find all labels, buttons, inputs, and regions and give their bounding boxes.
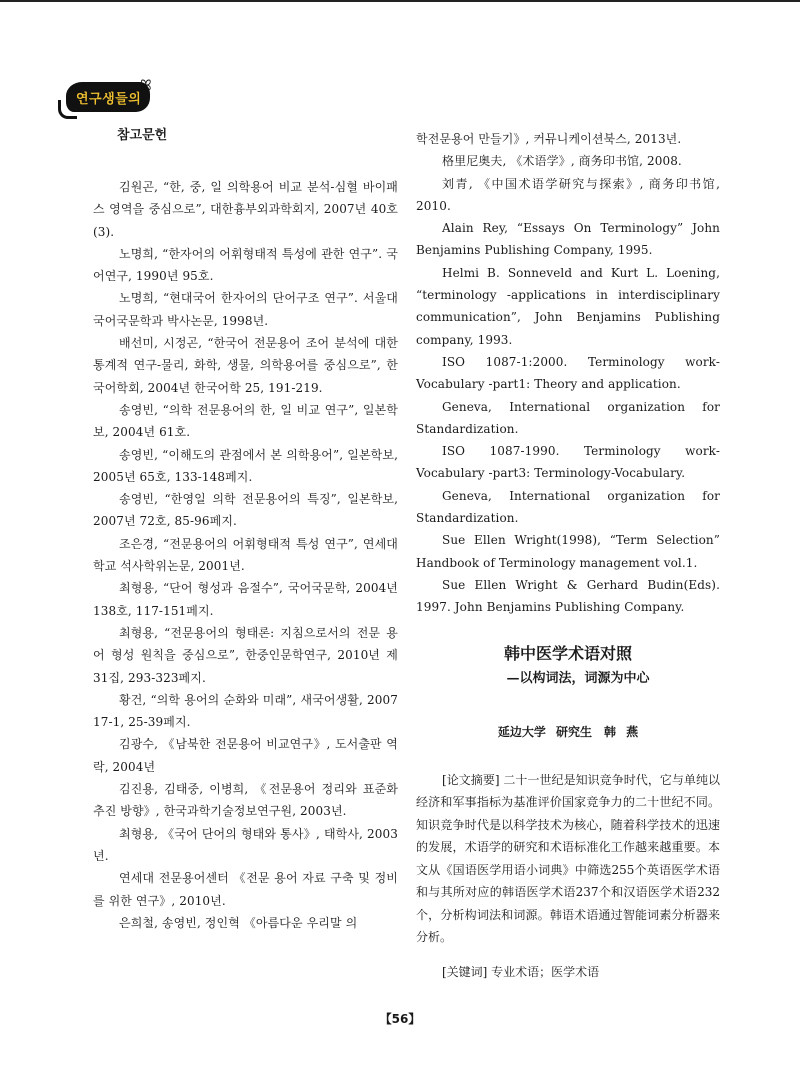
reference-item: 황건, “의학 용어의 순화와 미래”, 새국어생활, 2007 17-1, 25-39페지. [93,692,398,730]
reference-item: ISO 1087-1:2000. Terminology work-Vocabulary -part1: Theory and application. [416,354,720,392]
reference-item: 최형용, “단어 형성과 음절수”, 국어국문학, 2004년 138호, 117-151페지. [93,581,398,618]
reference-item: Sue Ellen Wright & Gerhard Budin(Eds). 1997. John Benjamins Publishing Company. [416,577,720,615]
reference-item: 김원곤, “한, 중, 일 의학용어 비교 분석-심혈 바이패스 영역을 중심으로”, 대한흉부외과학회지, 2007년 40호(3). [93,180,398,239]
korean-reference-list [93,176,398,934]
reference-item: ISO 1087-1990. Terminology work-Vocabulary -part3: Terminology-Vocabulary. [416,444,720,481]
swirl-icon: ꕤ [140,78,152,94]
left-column [93,126,398,934]
references-heading: 참고문헌 [117,128,168,143]
reference-item: 송영빈, “한영일 의학 전문용어의 특징”, 일본학보, 2007년 72호, 85-96페지. [93,492,398,529]
article-subtitle: —以构词法，词源为中心 [506,670,650,686]
reference-item: 송영빈, “이해도의 관점에서 본 의학용어”, 일본학보, 2005년 65호, 133-148페지. [93,447,398,484]
reference-item: 刘青, 《中国术语学研究与探索》, 商务印书馆, 2010. [416,176,720,213]
reference-item: 최형용, “전문용어의 형태론: 지침으로서의 전문 용어 형성 원칙을 중심으로”, 한중인문학연구, 2010년 제31집, 293-323페지. [93,625,398,685]
reference-item: 최형용, 《국어 단어의 형태와 통사》, 태학사, 2003년. [93,826,398,863]
reference-item: Geneva, International organization for Standardization. [416,399,720,436]
reference-item: 은희철, 송영빈, 정인혁 《아름다운 우리말 의 [119,915,358,930]
reference-item: Sue Ellen Wright(1998), “Term Selection” Handbook of Terminology management vol.1. [416,533,720,570]
reference-item: Alain Rey, “Essays On Terminology” John Benjamins Publishing Company, 1995. [416,221,720,258]
reference-item: 格里尼奥夫, 《术语学》, 商务印书馆, 2008. [442,154,682,169]
reference-item: 노명희, “한자어의 어휘형태적 특성에 관한 연구”. 국어연구, 1990년 95호. [93,246,398,284]
article-keywords: [关键词] 专业术语；医学术语 [442,964,600,979]
reference-item: 배선미, 시정곤, “한국어 전문용어 조어 분석에 대한 통계적 연구-물리, 화학, 생물, 의학용어를 중심으로”, 한국어학회, 2004년 한국어학 25, 191-219. [93,336,398,395]
foreign-reference-list [416,150,720,618]
reference-item: 연세대 전문용어센터 《전문 용어 자료 구축 및 정비를 위한 연구》, 2010년. [93,871,398,908]
reference-item: 김광수, 《남북한 전문용어 비교연구》, 도서출판 역락, 2004년 [93,737,398,774]
section-logo-text: 연구생들의 [76,92,142,107]
right-column [416,128,720,995]
top-rule [0,0,800,2]
reference-item: 송영빈, “의학 전문용어의 한, 일 비교 연구”, 일본학보, 2004년 61호. [93,402,398,440]
reference-item: 노명희, “현대국어 한자어의 단어구조 연구”. 서울대 국어국문학과 박사논문, 1998년. [93,291,398,328]
article-author: 延边大学 研究生 韩 燕 [497,724,639,739]
reference-item: Geneva, International organization for Standardization. [416,488,720,526]
reference-item: 김진용, 김태중, 이병희, 《전문용어 정리와 표준화 추진 방향》, 한국과학기술정보연구원, 2003년. [93,782,398,819]
reference-item: 조은경, “전문용어의 어휘형태적 특성 연구”, 연세대학교 석사학위논문, 2001년. [93,536,398,574]
reference-item: Helmi B. Sonneveld and Kurt L. Loening, “terminology -applications in interdisciplinary communication”, John Benjamins Publishing company, 1993. [416,265,720,347]
reference-continuation: 학전문용어 만들기》, 커뮤니케이션북스, 2013년. [416,132,682,146]
section-logo [66,82,150,112]
page-number: 【56】 [379,1012,421,1026]
article-abstract: [论文摘要] 二十一世纪是知识竞争时代，它与单纯以经济和军事指标为基准评价国家竞争力的二十世纪不同。知识竞争时代是以科学技术为核心，随着科学技术的迅速的发展，术语学的研究和术语标准化工作越来越重要。本文从《国语医学用语小词典》中筛选255个英语医学术语和与其所对应的韩语医学术语237个和汉语医学术语232个，分析构词法和词源。韩语术语通过智能词素分析器来分析。 [416,772,720,945]
article-title: 韩中医学术语对照 [503,643,632,663]
